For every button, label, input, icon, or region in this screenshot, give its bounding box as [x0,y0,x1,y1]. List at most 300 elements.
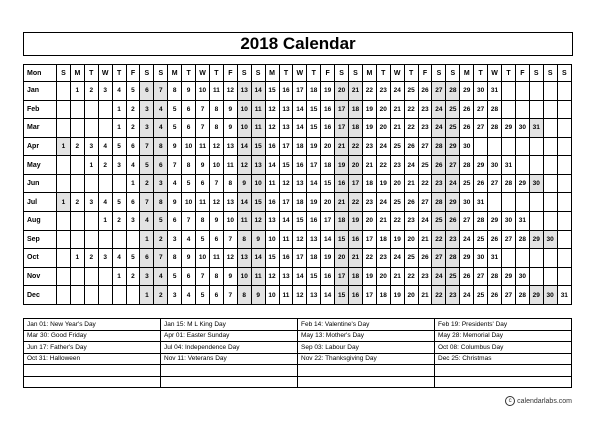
day-cell: 28 [502,174,516,193]
day-cell: 28 [460,156,474,175]
day-cell: 29 [529,286,543,305]
day-cell [557,156,571,175]
day-cell: 26 [446,212,460,231]
weekday-header: W [98,65,112,82]
day-cell: 29 [460,249,474,268]
day-cell [112,286,126,305]
day-cell: 16 [265,137,279,156]
day-cell: 19 [362,100,376,119]
holiday-cell: Oct 31: Halloween [24,353,161,365]
day-cell [515,82,529,101]
day-cell: 14 [293,100,307,119]
day-cell: 23 [362,137,376,156]
day-cell: 1 [84,156,98,175]
day-cell: 21 [390,267,404,286]
day-cell: 23 [446,286,460,305]
day-cell: 4 [154,119,168,138]
day-cell: 5 [126,249,140,268]
day-cell: 28 [515,286,529,305]
weekday-header: S [57,65,71,82]
day-cell: 14 [321,230,335,249]
day-cell: 27 [474,100,488,119]
day-cell [70,100,84,119]
day-cell [98,119,112,138]
day-cell: 6 [182,119,196,138]
day-cell: 22 [418,174,432,193]
day-cell: 29 [446,193,460,212]
day-cell [557,82,571,101]
day-cell: 27 [502,230,516,249]
day-cell: 16 [265,193,279,212]
day-cell: 17 [335,119,349,138]
day-cell: 19 [321,82,335,101]
day-cell: 3 [84,193,98,212]
day-cell: 11 [237,212,251,231]
day-cell: 11 [251,100,265,119]
weekday-header: M [70,65,84,82]
weekday-header: T [84,65,98,82]
day-cell [70,119,84,138]
day-cell: 5 [140,156,154,175]
day-cell: 16 [321,267,335,286]
day-cell: 4 [168,174,182,193]
day-cell: 24 [390,249,404,268]
day-cell [84,230,98,249]
day-cell [543,137,557,156]
day-cell: 23 [418,100,432,119]
day-cell: 21 [390,100,404,119]
calendar-body [24,82,572,305]
day-cell: 21 [404,174,418,193]
day-cell: 10 [196,82,210,101]
day-cell: 18 [349,119,363,138]
weekday-header: T [376,65,390,82]
day-cell: 18 [376,286,390,305]
day-cell: 13 [223,193,237,212]
day-cell [502,137,516,156]
day-cell: 5 [112,137,126,156]
day-cell [57,267,71,286]
day-cell: 12 [293,286,307,305]
day-cell [557,230,571,249]
day-cell: 26 [474,174,488,193]
day-cell: 27 [474,267,488,286]
day-cell: 16 [307,212,321,231]
month-label: Apr [24,137,57,156]
day-cell: 9 [223,119,237,138]
day-cell: 8 [223,174,237,193]
day-cell: 9 [223,267,237,286]
day-cell: 7 [196,119,210,138]
footer-credit [505,396,572,406]
day-cell: 15 [321,174,335,193]
day-cell: 22 [432,230,446,249]
day-cell: 19 [362,119,376,138]
weekday-header: S [154,65,168,82]
day-cell: 2 [112,212,126,231]
day-cell: 3 [140,100,154,119]
day-cell: 11 [196,193,210,212]
weekday-header: S [335,65,349,82]
day-cell: 19 [362,267,376,286]
day-cell: 1 [57,193,71,212]
day-cell: 3 [98,249,112,268]
day-cell: 15 [265,249,279,268]
day-cell: 19 [321,249,335,268]
day-cell: 4 [112,82,126,101]
day-cell: 29 [460,82,474,101]
day-cell: 15 [251,137,265,156]
day-cell: 7 [223,286,237,305]
day-cell: 23 [390,156,404,175]
day-cell [57,249,71,268]
day-cell: 5 [196,230,210,249]
month-label: Jan [24,82,57,101]
day-cell: 29 [488,212,502,231]
weekday-header: T [182,65,196,82]
day-cell: 7 [140,137,154,156]
day-cell: 25 [446,119,460,138]
day-cell: 22 [404,267,418,286]
day-cell: 1 [112,267,126,286]
weekday-header: M [265,65,279,82]
day-cell: 11 [209,82,223,101]
day-cell: 16 [279,82,293,101]
day-cell: 17 [362,230,376,249]
day-cell: 23 [432,174,446,193]
day-cell: 24 [446,174,460,193]
weekday-header: M [168,65,182,82]
day-cell [57,230,71,249]
holiday-cell: Jul 04: Independence Day [161,342,298,354]
day-cell: 11 [209,249,223,268]
day-cell: 8 [168,249,182,268]
day-cell: 16 [349,230,363,249]
day-cell: 24 [432,267,446,286]
holiday-cell [435,365,572,377]
weekday-header: M [362,65,376,82]
day-cell [557,174,571,193]
calendar-grid [23,64,572,305]
day-cell: 27 [502,286,516,305]
day-cell: 4 [182,286,196,305]
day-cell: 21 [418,286,432,305]
day-cell: 27 [446,156,460,175]
day-cell: 3 [168,230,182,249]
day-cell: 4 [140,212,154,231]
day-cell [515,156,529,175]
day-cell: 10 [182,193,196,212]
holiday-cell [24,365,161,377]
day-cell: 22 [349,137,363,156]
day-cell [98,267,112,286]
day-cell: 5 [168,119,182,138]
day-cell: 31 [557,286,571,305]
day-cell [529,100,543,119]
day-cell: 30 [515,267,529,286]
holiday-row [24,353,572,365]
day-cell: 1 [112,100,126,119]
weekday-header: W [390,65,404,82]
day-cell: 9 [251,230,265,249]
day-cell: 8 [209,119,223,138]
day-cell: 14 [237,137,251,156]
day-cell: 24 [390,82,404,101]
day-cell: 9 [168,137,182,156]
day-cell: 21 [335,137,349,156]
holiday-table [23,318,572,388]
day-cell: 1 [57,137,71,156]
day-cell [98,174,112,193]
day-cell [84,119,98,138]
day-cell: 8 [154,137,168,156]
day-cell: 19 [349,212,363,231]
day-cell [502,193,516,212]
day-cell: 21 [390,119,404,138]
day-cell: 23 [446,230,460,249]
day-cell: 6 [140,82,154,101]
weekday-header: W [488,65,502,82]
day-cell: 21 [362,156,376,175]
day-cell: 10 [237,119,251,138]
day-cell: 16 [349,286,363,305]
day-cell [474,137,488,156]
day-cell: 13 [307,286,321,305]
day-cell: 23 [362,193,376,212]
day-cell: 25 [474,230,488,249]
day-cell [557,137,571,156]
day-cell: 21 [376,212,390,231]
day-cell: 29 [502,119,516,138]
day-cell: 8 [209,100,223,119]
holiday-cell: Apr 01: Easter Sunday [161,330,298,342]
month-label: Mar [24,119,57,138]
day-cell: 11 [251,267,265,286]
day-cell [57,174,71,193]
day-cell [84,100,98,119]
day-cell: 10 [182,137,196,156]
day-cell: 3 [112,156,126,175]
day-cell: 9 [182,82,196,101]
holiday-cell [298,365,435,377]
day-cell [529,212,543,231]
day-cell [84,212,98,231]
day-cell: 30 [502,212,516,231]
day-cell: 7 [168,156,182,175]
day-cell: 5 [168,100,182,119]
day-cell: 25 [474,286,488,305]
day-cell: 2 [154,286,168,305]
day-cell [515,100,529,119]
day-cell: 24 [460,230,474,249]
day-cell: 23 [404,212,418,231]
holiday-cell [298,376,435,388]
holiday-row [24,365,572,377]
month-column-header: Mon [24,65,57,82]
month-row [24,119,572,138]
day-cell: 10 [237,100,251,119]
month-label: Jul [24,193,57,212]
month-row [24,100,572,119]
day-cell [488,137,502,156]
day-cell [557,212,571,231]
day-cell: 4 [126,156,140,175]
weekday-header: S [251,65,265,82]
calendar-header-row [24,65,572,82]
day-cell: 25 [390,193,404,212]
holiday-row [24,342,572,354]
day-cell [57,119,71,138]
day-cell: 4 [98,137,112,156]
day-cell: 31 [488,82,502,101]
weekday-header: T [404,65,418,82]
day-cell: 12 [265,100,279,119]
day-cell: 17 [293,82,307,101]
day-cell: 14 [265,156,279,175]
day-cell: 15 [335,286,349,305]
day-cell: 27 [418,193,432,212]
weekday-header: S [237,65,251,82]
day-cell: 20 [376,119,390,138]
day-cell [515,249,529,268]
weekday-header: S [543,65,557,82]
day-cell: 17 [293,249,307,268]
day-cell: 18 [307,249,321,268]
day-cell: 12 [279,174,293,193]
day-cell [543,249,557,268]
day-cell: 27 [432,82,446,101]
day-cell: 17 [335,100,349,119]
day-cell: 22 [349,193,363,212]
weekday-header: T [209,65,223,82]
day-cell: 16 [279,249,293,268]
day-cell: 8 [209,267,223,286]
day-cell [57,100,71,119]
day-cell: 4 [182,230,196,249]
day-cell: 26 [404,137,418,156]
day-cell: 9 [182,249,196,268]
day-cell: 3 [98,82,112,101]
day-cell: 17 [307,156,321,175]
day-cell: 15 [293,212,307,231]
holiday-cell: Jun 17: Father's Day [24,342,161,354]
holiday-row [24,319,572,331]
day-cell: 26 [460,119,474,138]
day-cell: 3 [140,119,154,138]
holiday-cell: Feb 19: Presidents' Day [435,319,572,331]
day-cell: 5 [196,286,210,305]
day-cell: 30 [543,286,557,305]
day-cell: 2 [140,174,154,193]
weekday-header: S [140,65,154,82]
day-cell: 23 [376,249,390,268]
day-cell: 27 [474,119,488,138]
day-cell: 18 [376,230,390,249]
day-cell: 2 [70,137,84,156]
day-cell: 16 [293,156,307,175]
day-cell: 22 [432,286,446,305]
day-cell: 17 [279,137,293,156]
holiday-row [24,376,572,388]
month-row [24,82,572,101]
day-cell: 21 [335,193,349,212]
weekday-header: F [321,65,335,82]
day-cell: 17 [349,174,363,193]
day-cell: 17 [321,212,335,231]
day-cell [502,249,516,268]
day-cell: 7 [154,82,168,101]
month-label: Oct [24,249,57,268]
day-cell [557,100,571,119]
holiday-cell: Oct 08: Columbus Day [435,342,572,354]
day-cell [543,212,557,231]
day-cell: 18 [349,267,363,286]
day-cell: 9 [196,156,210,175]
weekday-header: T [307,65,321,82]
day-cell [557,249,571,268]
day-cell: 28 [515,230,529,249]
day-cell: 1 [140,230,154,249]
day-cell: 26 [488,230,502,249]
day-cell [529,193,543,212]
day-cell: 9 [237,174,251,193]
day-cell: 13 [237,82,251,101]
day-cell [502,82,516,101]
day-cell [543,156,557,175]
day-cell: 16 [321,119,335,138]
day-cell: 13 [293,174,307,193]
weekday-header: T [279,65,293,82]
weekday-header: F [126,65,140,82]
day-cell: 12 [209,193,223,212]
month-row [24,156,572,175]
holiday-cell: Dec 25: Christmas [435,353,572,365]
day-cell: 30 [543,230,557,249]
day-cell [112,174,126,193]
day-cell: 13 [279,267,293,286]
day-cell: 18 [293,137,307,156]
day-cell: 18 [362,174,376,193]
day-cell: 20 [404,230,418,249]
day-cell: 2 [126,267,140,286]
day-cell: 22 [404,119,418,138]
day-cell: 7 [196,267,210,286]
day-cell: 22 [362,249,376,268]
day-cell: 2 [126,100,140,119]
day-cell [98,286,112,305]
month-label: Sep [24,230,57,249]
day-cell: 12 [265,267,279,286]
day-cell: 14 [321,286,335,305]
day-cell: 9 [251,286,265,305]
day-cell: 21 [349,82,363,101]
month-label: Jun [24,174,57,193]
day-cell: 11 [279,286,293,305]
month-label: Aug [24,212,57,231]
day-cell: 15 [307,100,321,119]
day-cell: 12 [265,119,279,138]
weekday-header: T [502,65,516,82]
day-cell: 15 [279,156,293,175]
day-cell: 15 [335,230,349,249]
holiday-cell: Mar 30: Good Friday [24,330,161,342]
day-cell: 27 [418,137,432,156]
day-cell [529,156,543,175]
holiday-cell: Jan 01: New Year's Day [24,319,161,331]
day-cell: 2 [98,156,112,175]
day-cell: 15 [265,82,279,101]
day-cell: 31 [529,119,543,138]
